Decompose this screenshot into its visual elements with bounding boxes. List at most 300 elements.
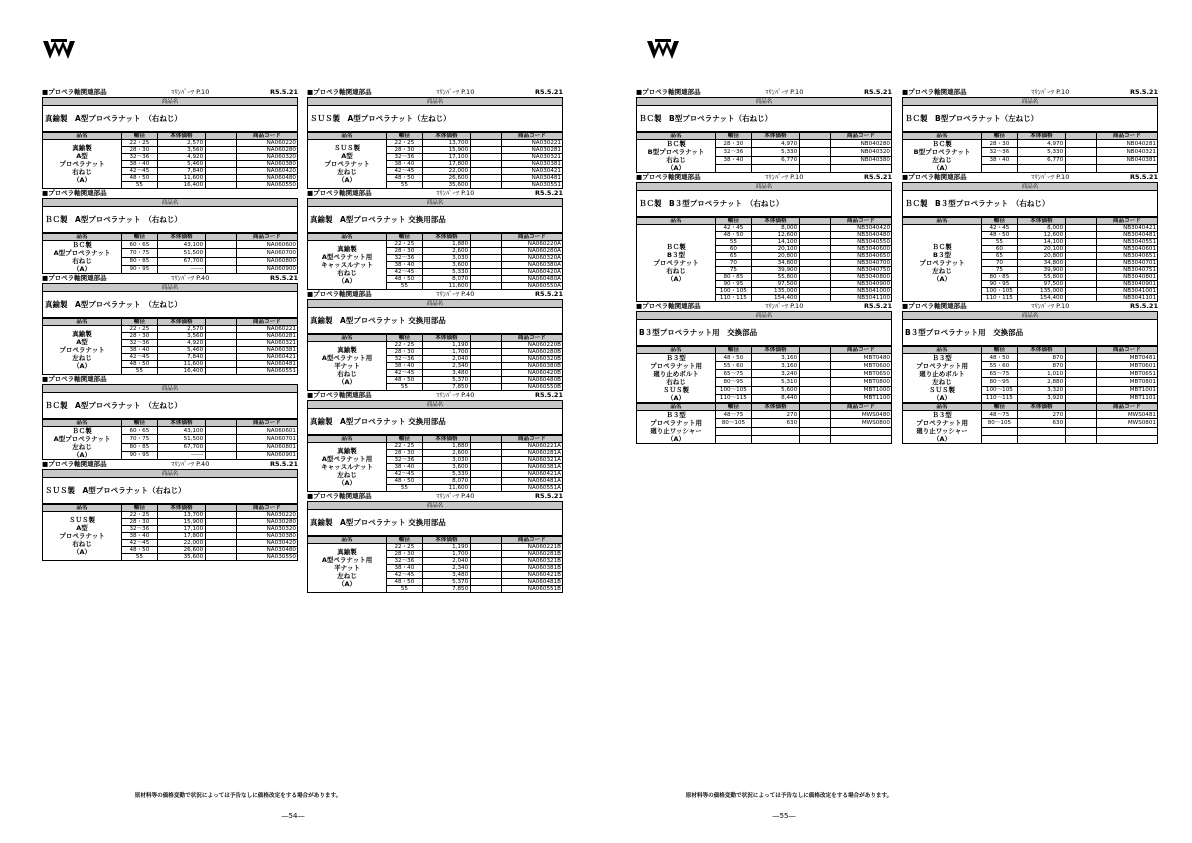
product-name: ＢＣ製 A型プロペラナット （右ねじ） — [42, 207, 298, 233]
section-title: ■プロペラ軸関連部品 — [902, 173, 967, 181]
shaft-diameter: 32～36 — [982, 148, 1018, 156]
product-code: NA060321B — [501, 558, 562, 565]
product-code: NA060321 — [236, 340, 297, 347]
shaft-diameter: 75 — [982, 267, 1018, 274]
column-header: 商品コード — [830, 347, 891, 354]
table-header-row — [43, 234, 298, 241]
shaft-diameter: 28・30 — [387, 248, 423, 255]
item-name-line: （A） — [667, 275, 686, 283]
item-name-line: Ｂ３型 — [666, 354, 686, 362]
blank-cell — [800, 225, 831, 232]
column-right — [307, 88, 563, 593]
price-table — [42, 419, 298, 460]
column-header: 軸径 — [982, 218, 1018, 225]
price: 17,100 — [157, 526, 205, 533]
product-name-label: 商品名 — [902, 183, 1158, 191]
blank-cell — [800, 140, 831, 148]
table-row — [637, 140, 892, 148]
column-header — [206, 234, 237, 241]
shaft-diameter: 42～45 — [387, 269, 423, 276]
product-code: NA060551B — [501, 586, 562, 593]
price-table — [307, 536, 563, 593]
shaft-diameter: 110・115 — [716, 295, 752, 302]
product-code: NA060700 — [236, 249, 297, 257]
price: 2,880 — [1017, 378, 1065, 386]
blank-cell — [206, 154, 237, 161]
column-header — [800, 404, 831, 411]
shaft-diameter: 48～75 — [716, 411, 752, 419]
blank-cell — [800, 435, 831, 443]
item-name-line: 真鍮製 — [72, 144, 92, 152]
product-name: ＢＣ製 B３型プロペラナット （右ねじ） — [902, 191, 1158, 217]
shaft-diameter: 80～105 — [982, 419, 1018, 427]
shaft-diameter: 55 — [387, 182, 423, 189]
product-code: NA060281B — [501, 551, 562, 558]
column-header: 本体価格 — [751, 133, 799, 140]
company-logo-icon — [646, 38, 680, 62]
product-code: NA030481 — [501, 175, 562, 182]
shaft-diameter: 22・25 — [122, 512, 158, 519]
blank-cell — [471, 485, 502, 492]
item-name-line: プロペラナット — [59, 532, 105, 540]
price: 17,100 — [422, 154, 470, 161]
column-header: 品名 — [903, 347, 982, 354]
blank-cell — [471, 565, 502, 572]
shaft-diameter: 65～75 — [982, 370, 1018, 378]
item-name-line: 廻り止めボルト — [919, 370, 965, 378]
product-code — [1096, 164, 1157, 172]
shaft-diameter: 80・85 — [982, 274, 1018, 281]
column-header: 軸径 — [716, 404, 752, 411]
item-name-line: 真鍮製 — [337, 548, 357, 556]
shaft-diameter: 55 — [122, 182, 158, 189]
blank-cell — [800, 274, 831, 281]
price: 34,800 — [1017, 260, 1065, 267]
price: 5,370 — [422, 579, 470, 586]
product-code: NA060420 — [236, 168, 297, 175]
blank-cell — [1066, 362, 1097, 370]
price-table — [636, 217, 892, 302]
price — [1017, 427, 1065, 435]
item-name-line: A型 — [341, 152, 353, 160]
blank-cell — [471, 349, 502, 356]
shaft-diameter: 55 — [387, 384, 423, 391]
item-name-line: 廻り止めボルト — [653, 370, 699, 378]
column-header: 本体価格 — [157, 319, 205, 326]
section-header — [42, 189, 298, 199]
column-header: 品名 — [903, 133, 982, 140]
product-code: NA060550B — [501, 384, 562, 391]
product-code: NA060380B — [501, 363, 562, 370]
blank-cell — [1066, 354, 1097, 362]
shaft-diameter: 80・85 — [122, 257, 158, 265]
blank-cell — [471, 241, 502, 248]
shaft-diameter: 38・40 — [716, 156, 752, 164]
product-name: 真鍮製 A型プロペラナット （左ねじ） — [42, 292, 298, 318]
product-code: NA060320A — [501, 255, 562, 262]
product-code: NA060281A — [501, 450, 562, 457]
column-header: 本体価格 — [157, 505, 205, 512]
section-title: ■プロペラ軸関連部品 — [307, 290, 372, 298]
section-header — [307, 391, 563, 401]
product-code: NB3040420 — [830, 225, 891, 232]
price: 2,570 — [157, 326, 205, 333]
section-title: ■プロペラ軸関連部品 — [307, 88, 372, 96]
product-code: NB3040601 — [1096, 246, 1157, 253]
shaft-diameter: 28・30 — [387, 147, 423, 154]
product-block — [636, 403, 892, 444]
price: 870 — [1017, 354, 1065, 362]
product-code: NB3040421 — [1096, 225, 1157, 232]
price: 2,040 — [422, 558, 470, 565]
section-header — [42, 274, 298, 284]
table-row — [43, 512, 298, 519]
blank-cell — [1066, 274, 1097, 281]
item-name-line: ＢＣ製 — [932, 243, 952, 251]
product-code — [830, 164, 891, 172]
product-code: NA030220 — [236, 512, 297, 519]
revision-date: R5.5.21 — [534, 391, 563, 399]
item-name-line: A型ペラナット用 — [321, 556, 373, 564]
shaft-diameter — [716, 427, 752, 435]
blank-cell — [206, 140, 237, 147]
product-code — [830, 435, 891, 443]
shaft-diameter: 32～36 — [387, 255, 423, 262]
blank-cell — [206, 526, 237, 533]
product-name-label: 商品名 — [42, 98, 298, 106]
revision-date: R5.5.21 — [534, 290, 563, 298]
item-name-line: （A） — [73, 176, 92, 184]
column-header — [206, 505, 237, 512]
shaft-diameter: 110・115 — [982, 295, 1018, 302]
blank-cell — [206, 241, 237, 249]
table-header-row — [43, 505, 298, 512]
shaft-diameter: 38・40 — [387, 363, 423, 370]
shaft-diameter: 22・25 — [122, 326, 158, 333]
shaft-diameter: 100～105 — [982, 386, 1018, 394]
column-header: 商品コード — [501, 436, 562, 443]
product-code: NA060551 — [236, 368, 297, 375]
company-logo-icon — [42, 38, 76, 62]
table-header-row — [308, 133, 563, 140]
column-header: 本体価格 — [422, 234, 470, 241]
blank-cell — [206, 249, 237, 257]
section-title: ■プロペラ軸関連部品 — [42, 274, 107, 282]
blank-cell — [206, 519, 237, 526]
blank-cell — [800, 260, 831, 267]
shaft-diameter: 22・25 — [387, 443, 423, 450]
blank-cell — [800, 378, 831, 386]
column-header: 商品コード — [1096, 218, 1157, 225]
item-name-line: 右ねじ — [72, 257, 92, 265]
price-table — [902, 346, 1158, 403]
price: 16,400 — [157, 368, 205, 375]
blank-cell — [800, 239, 831, 246]
item-name-line: プロペラナット用 — [916, 419, 968, 427]
product-name: B３型プロペラナット用 交換部品 — [902, 320, 1158, 346]
column-header: 軸径 — [716, 218, 752, 225]
blank-cell — [206, 547, 237, 554]
section-title: ■プロペラ軸関連部品 — [636, 88, 701, 96]
shaft-diameter: 32～36 — [387, 356, 423, 363]
blank-cell — [800, 288, 831, 295]
item-name-line: Ｂ３型 — [666, 411, 686, 419]
price-table — [902, 403, 1158, 444]
revision-date: R5.5.21 — [1129, 173, 1158, 181]
shaft-diameter — [982, 435, 1018, 443]
column-header — [206, 133, 237, 140]
item-name-line: 右ねじ — [337, 370, 357, 378]
price: 8,440 — [751, 394, 799, 402]
product-code: NA060481A — [501, 478, 562, 485]
price: 12,600 — [751, 232, 799, 239]
column-header — [471, 537, 502, 544]
product-code: NA060220 — [236, 140, 297, 147]
catalog-ref: ﾏﾘﾝﾊﾟｰﾂ P.40 — [171, 274, 210, 282]
column-header: 軸径 — [122, 234, 158, 241]
price: 8,070 — [422, 478, 470, 485]
page-55 — [596, 0, 1192, 843]
column-header: 商品コード — [501, 335, 562, 342]
item-name-line: （A） — [338, 277, 357, 285]
product-code: NB040280 — [830, 140, 891, 148]
shaft-diameter: 80・85 — [716, 274, 752, 281]
column-header: 商品コード — [1096, 347, 1157, 354]
product-code: NA060901 — [236, 451, 297, 459]
shaft-diameter: 38・40 — [122, 533, 158, 540]
price: 1,010 — [1017, 370, 1065, 378]
product-code — [830, 427, 891, 435]
item-name-line: 左ねじ — [932, 378, 952, 386]
product-code: NA060420A — [501, 269, 562, 276]
column-header: 軸径 — [716, 347, 752, 354]
item-name-line: 真鍮製 — [337, 346, 357, 354]
item-name-line: A型ペラナット用 — [321, 455, 373, 463]
column-header: 本体価格 — [157, 234, 205, 241]
column-header — [800, 133, 831, 140]
shaft-diameter: 38・40 — [387, 262, 423, 269]
item-name-line: 右ねじ — [666, 156, 686, 164]
shaft-diameter: 48～75 — [982, 411, 1018, 419]
product-code: NB3040901 — [1096, 281, 1157, 288]
product-code: NA060551A — [501, 485, 562, 492]
item-name — [903, 140, 982, 173]
shaft-diameter: 100・105 — [716, 288, 752, 295]
column-header: 商品コード — [501, 133, 562, 140]
product-code: NB3040650 — [830, 253, 891, 260]
product-code: MWS0801 — [1096, 419, 1157, 427]
shaft-diameter — [716, 164, 752, 172]
price-table — [307, 334, 563, 391]
price: 20,100 — [1017, 246, 1065, 253]
price: 39,900 — [1017, 267, 1065, 274]
price: 5,330 — [422, 471, 470, 478]
shaft-diameter: 42～45 — [387, 572, 423, 579]
item-name-line: 真鍮製 — [72, 330, 92, 338]
shaft-diameter: 55 — [716, 239, 752, 246]
price: 20,800 — [751, 253, 799, 260]
product-code: NA030550 — [236, 554, 297, 561]
shaft-diameter — [716, 435, 752, 443]
shaft-diameter: 48・50 — [716, 232, 752, 239]
product-name: 真鍮製 A型プロペラナット （右ねじ） — [42, 106, 298, 132]
item-name — [903, 225, 982, 302]
product-name-label: 商品名 — [307, 401, 563, 409]
table-header-row — [903, 347, 1158, 354]
shaft-diameter: 70・75 — [122, 435, 158, 443]
blank-cell — [206, 368, 237, 375]
table-row — [637, 411, 892, 419]
item-name-line: （A） — [338, 176, 357, 184]
blank-cell — [800, 232, 831, 239]
column-header — [206, 420, 237, 427]
product-code: NA060281 — [236, 333, 297, 340]
column-header — [1066, 218, 1097, 225]
item-name-line: （A） — [667, 435, 686, 443]
revision-date: R5.5.21 — [534, 189, 563, 197]
price: 14,100 — [1017, 239, 1065, 246]
table-header-row — [903, 218, 1158, 225]
shaft-diameter: 60・65 — [122, 241, 158, 249]
price: 270 — [1017, 411, 1065, 419]
price: 135,000 — [751, 288, 799, 295]
price: 43,100 — [157, 241, 205, 249]
blank-cell — [800, 427, 831, 435]
price: 17,800 — [422, 161, 470, 168]
item-name — [43, 326, 122, 375]
shaft-diameter: 90・95 — [122, 265, 158, 273]
table-header-row — [308, 436, 563, 443]
table-row — [43, 140, 298, 147]
blank-cell — [471, 276, 502, 283]
section-title: ■プロペラ軸関連部品 — [902, 302, 967, 310]
shaft-diameter: 22・25 — [387, 342, 423, 349]
price-table — [307, 233, 563, 290]
product-code: NB3040480 — [830, 232, 891, 239]
price: 11,600 — [157, 361, 205, 368]
shaft-diameter: 42・45 — [982, 225, 1018, 232]
blank-cell — [471, 283, 502, 290]
catalog-ref: ﾏﾘﾝﾊﾟｰﾂ P.10 — [1031, 88, 1070, 96]
item-name-line: 右ねじ — [666, 378, 686, 386]
blank-cell — [471, 140, 502, 147]
footer-note: 原材料等の価格変動で状況によっては予告なしに価格改定をする場合があります。 — [134, 793, 342, 799]
column-header: 本体価格 — [1017, 404, 1065, 411]
item-name — [637, 411, 716, 444]
price: 7,840 — [157, 168, 205, 175]
shaft-diameter: 80・85 — [122, 443, 158, 451]
section-header — [42, 88, 298, 98]
shaft-diameter: 28・30 — [982, 140, 1018, 148]
product-name-label: 商品名 — [307, 199, 563, 207]
column-header: 品名 — [637, 404, 716, 411]
price: 630 — [751, 419, 799, 427]
price: 3,030 — [422, 255, 470, 262]
blank-cell — [471, 248, 502, 255]
blank-cell — [1066, 281, 1097, 288]
blank-cell — [471, 572, 502, 579]
column-header: 商品コード — [236, 505, 297, 512]
price: 3,920 — [1017, 394, 1065, 402]
product-code: NA030480 — [236, 547, 297, 554]
shaft-diameter: 22・25 — [387, 544, 423, 551]
product-name: ＳＵＳ製 A型プロペラナット（右ねじ） — [42, 478, 298, 504]
price: 870 — [1017, 362, 1065, 370]
table-row — [903, 411, 1158, 419]
table-row — [308, 544, 563, 551]
blank-cell — [206, 326, 237, 333]
blank-cell — [1066, 267, 1097, 274]
blank-cell — [1066, 232, 1097, 239]
blank-cell — [800, 164, 831, 172]
item-name-line: B型プロペラナット — [913, 148, 971, 156]
shaft-diameter: 48・50 — [122, 361, 158, 368]
price: 3,600 — [422, 262, 470, 269]
price-table — [636, 132, 892, 173]
section-header — [636, 302, 892, 312]
section-header — [42, 375, 298, 385]
item-name-line: 真鍮製 — [337, 245, 357, 253]
column-header: 商品コード — [830, 133, 891, 140]
column-header — [471, 234, 502, 241]
shaft-diameter: 32～36 — [716, 148, 752, 156]
price: 2,340 — [422, 565, 470, 572]
table-header-row — [308, 234, 563, 241]
item-name-line: B３型 — [667, 251, 685, 259]
column-header: 本体価格 — [751, 347, 799, 354]
product-block — [636, 302, 892, 403]
blank-cell — [206, 554, 237, 561]
item-name-line: B型プロペラナット — [647, 148, 705, 156]
product-code: NA030280 — [236, 519, 297, 526]
price: 3,030 — [422, 457, 470, 464]
section-title: ■プロペラ軸関連部品 — [307, 492, 372, 500]
price: 3,480 — [422, 370, 470, 377]
product-name: 真鍮製 A型プロペラナット 交換用部品 — [307, 207, 563, 233]
section-header — [902, 173, 1158, 183]
shaft-diameter: 48・50 — [387, 478, 423, 485]
product-code: NA060900 — [236, 265, 297, 273]
blank-cell — [800, 246, 831, 253]
product-block — [307, 290, 563, 391]
column-header — [800, 347, 831, 354]
blank-cell — [471, 168, 502, 175]
shaft-diameter: 70・75 — [122, 249, 158, 257]
item-name — [308, 241, 387, 290]
product-code: MBT0651 — [1096, 370, 1157, 378]
price-table — [42, 318, 298, 375]
price: 2,600 — [422, 450, 470, 457]
price: 55,800 — [751, 274, 799, 281]
section-title: ■プロペラ軸関連部品 — [42, 460, 107, 468]
price-table — [902, 217, 1158, 302]
column-left — [42, 88, 298, 561]
column-header: 本体価格 — [422, 436, 470, 443]
column-header: 本体価格 — [157, 420, 205, 427]
blank-cell — [471, 377, 502, 384]
price: 17,800 — [157, 533, 205, 540]
section-header — [307, 290, 563, 300]
column-header: 品名 — [637, 218, 716, 225]
product-code: NA060320B — [501, 356, 562, 363]
table-header-row — [43, 133, 298, 140]
item-name-line: 左ねじ — [72, 443, 92, 451]
column-header: 軸径 — [387, 234, 423, 241]
price: 14,100 — [751, 239, 799, 246]
blank-cell — [1066, 295, 1097, 302]
price: 3,560 — [157, 147, 205, 154]
blank-cell — [800, 386, 831, 394]
